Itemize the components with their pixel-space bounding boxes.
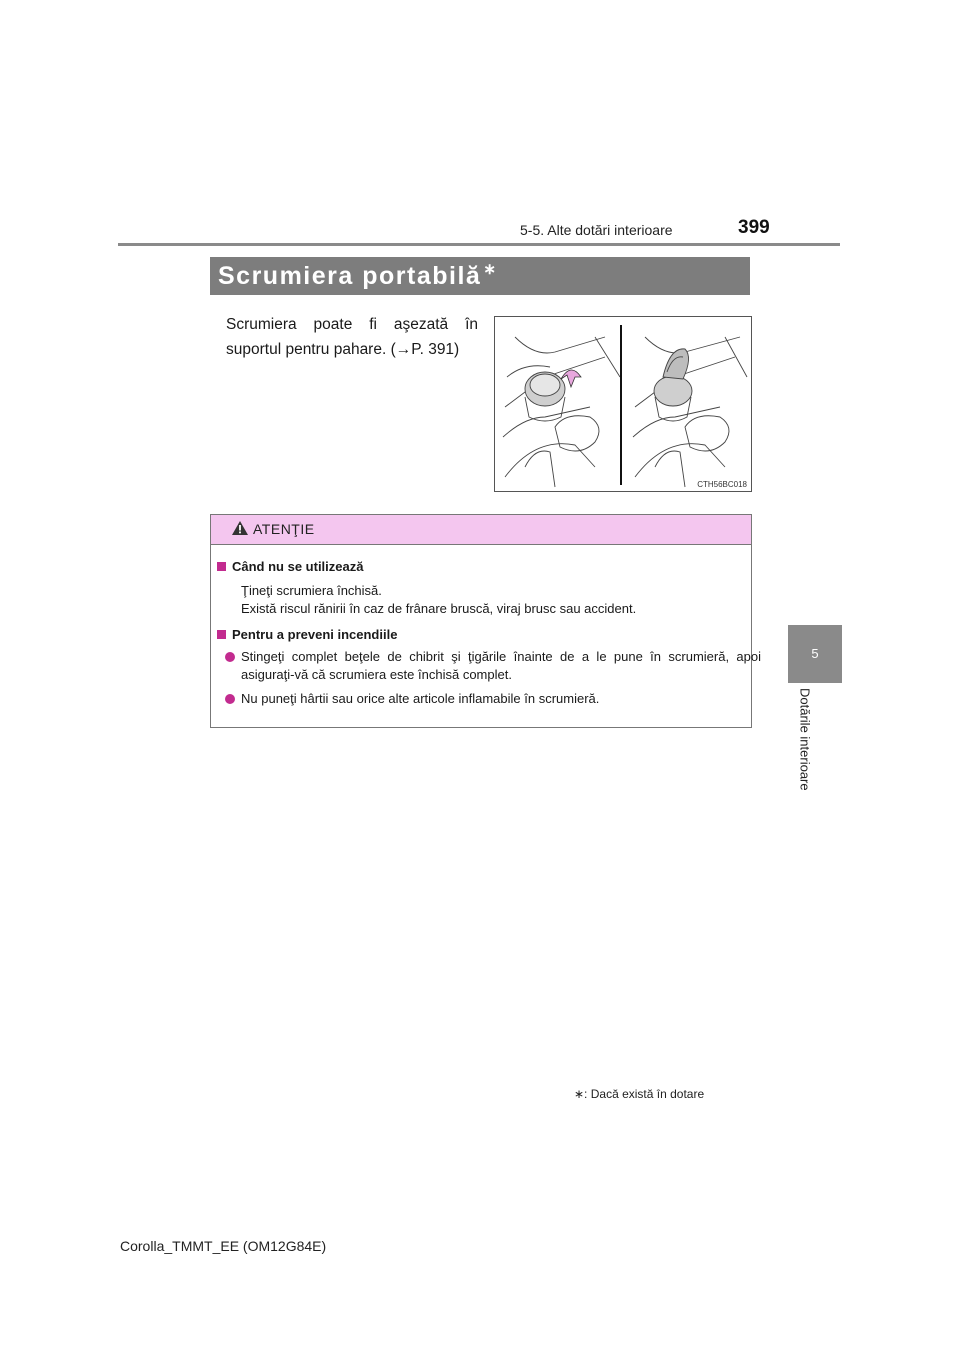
chapter-tab-label: Dotările interioare bbox=[797, 688, 813, 791]
chapter-tab-number: 5 bbox=[788, 625, 842, 683]
warning-triangle-icon bbox=[231, 520, 249, 536]
running-header-section: 5-5. Alte dotări interioare bbox=[520, 222, 673, 238]
intro-paragraph: Scrumiera poate fi aşezată în suportul pentru pahare. (→P. 391) bbox=[226, 316, 478, 358]
caution-bullet: Stingeţi complet beţele de chibrit şi ţigările înainte de a le pune în scrumieră, apoi asiguraţi-vă că scrumiera este închisă complet. bbox=[225, 648, 761, 684]
section-title-bar bbox=[210, 257, 750, 295]
ashtray-drawing bbox=[495, 317, 751, 491]
caution-title: ATENŢIE bbox=[253, 521, 315, 537]
section-title: Scrumiera portabilă bbox=[218, 262, 482, 290]
figure-code: CTH56BC018 bbox=[697, 480, 747, 489]
square-bullet-icon bbox=[217, 630, 226, 639]
caution-item-heading: Când nu se utilizează bbox=[217, 559, 363, 574]
caution-box bbox=[210, 514, 761, 728]
footer-model-code: Corolla_TMMT_EE (OM12G84E) bbox=[120, 1238, 327, 1254]
caution-header bbox=[211, 515, 751, 545]
caution-bullet: Nu puneţi hârtii sau orice alte articole inflamabile în scrumieră. bbox=[225, 690, 761, 708]
optional-equipment-mark: ∗ bbox=[483, 261, 498, 278]
round-bullet-icon bbox=[225, 652, 235, 662]
section-title-wrap bbox=[218, 262, 497, 291]
caution-text: Există riscul rănirii în caz de frânare bruscă, viraj brusc sau accident. bbox=[241, 601, 637, 616]
footnote: ∗: Dacă există în dotare bbox=[574, 1087, 705, 1101]
page-number: 399 bbox=[738, 217, 770, 238]
square-bullet-icon bbox=[217, 562, 226, 571]
round-bullet-icon bbox=[225, 694, 235, 704]
caution-item-heading: Pentru a preveni incendiile bbox=[217, 627, 397, 642]
chapter-tab-label-wrap bbox=[796, 688, 814, 818]
caution-text: Ţineţi scrumiera închisă. bbox=[241, 583, 382, 598]
ashtray-illustration bbox=[494, 316, 752, 492]
header-rule bbox=[118, 243, 840, 246]
